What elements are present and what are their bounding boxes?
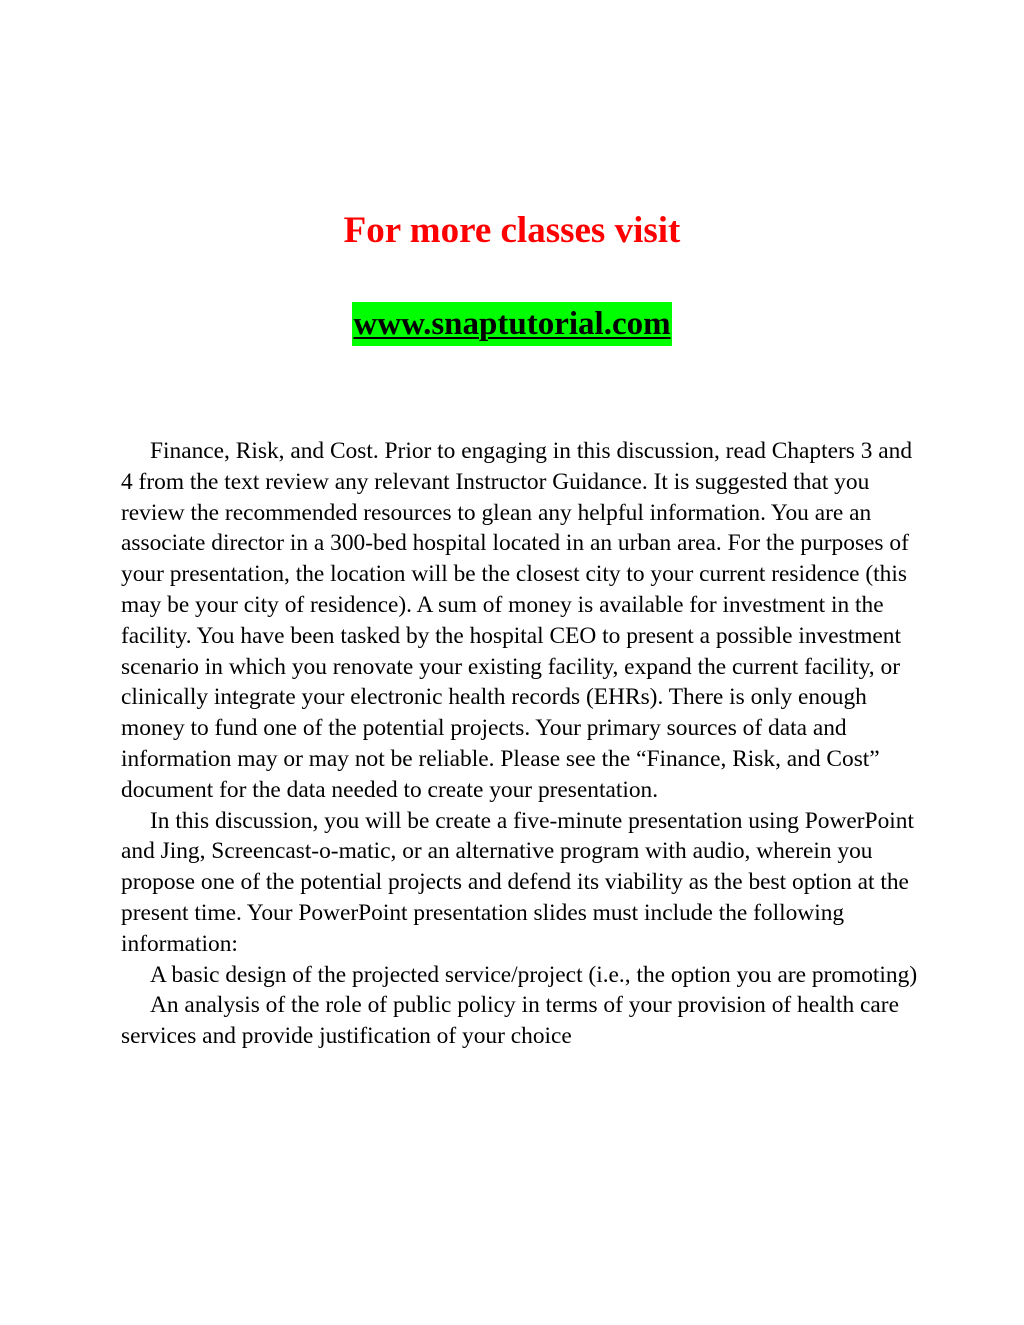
paragraph-intro: Finance, Risk, and Cost. Prior to engaging in this discussion, read Chapters 3 and 4 from the text review any relevant Instructor Guidance. It is suggested that you review the recommended resources to glean any helpful information. You are an associate director in a 300-bed hospital located in an urban area. For the purposes of your presentation, the location will be the closest city to your current residence (this may be your city of residence). A sum of money is available for investment in the facility. You have been tasked by the hospital CEO to present a possible investment scenario in which you renovate your existing facility, expand the current facility, or clinically integrate your electronic health records (EHRs). There is only enough money to fund one of the potential projects. Your primary sources of data and information may or may not be reliable. Please see the “Finance, Risk, and Cost” document for the data needed to create your presentation.: [121, 438, 913, 803]
paragraph-public-policy: An analysis of the role of public policy in terms of your provision of health care services and provide justification of your choice: [121, 992, 899, 1050]
promo-title: For more classes visit: [343, 210, 681, 251]
paragraph-basic-design: A basic design of the projected service/project (i.e., the option you are promoting): [150, 961, 918, 988]
promo-link-container: [0, 302, 1024, 346]
document-body: [121, 436, 921, 1052]
website-link[interactable]: www.snaptutorial.com: [352, 302, 671, 346]
paragraph-discussion: In this discussion, you will be create a five-minute presentation using PowerPoint and Jing, Screencast-o-matic, or an alternative program with audio, wherein you propose one of the potential projects and defend its viability as the best option at the present time. Your PowerPoint presentation slides must include the following information:: [121, 807, 914, 957]
